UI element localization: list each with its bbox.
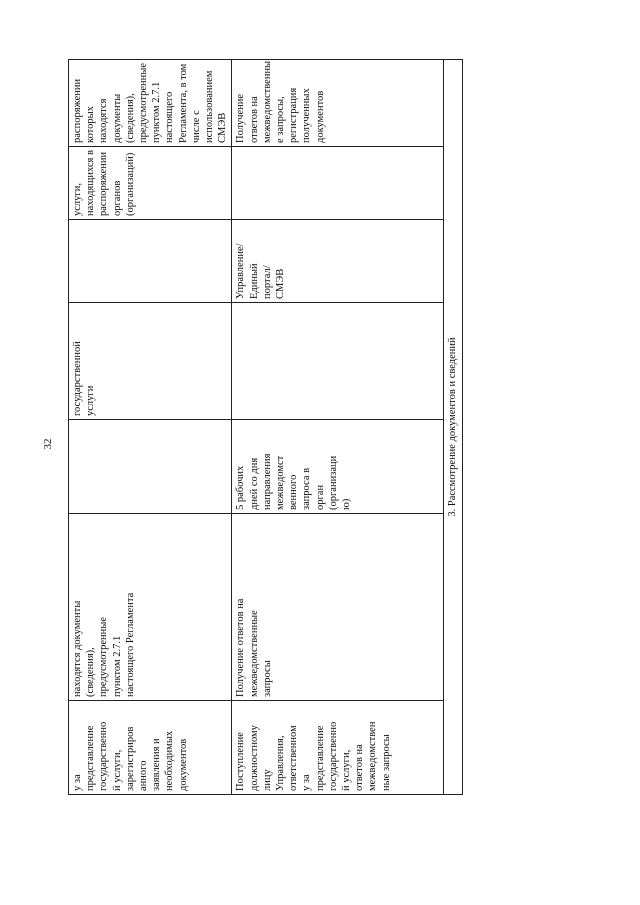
table-cell: государственной услуги [69, 303, 232, 420]
table-cell: распоряжении которых находятся документы (сведения), предусмотренные пунктом 2.7.1 настоящего Регламента, в том числе с использованием СМЭВ [69, 60, 232, 147]
table-cell [69, 420, 232, 514]
page-number: 32 [42, 438, 54, 450]
section-title: 3. Рассмотрение документов и сведений [444, 60, 463, 795]
table-cell [232, 303, 444, 420]
table-cell: Поступление должностному лицу Управления, ответственном у за представление государственно й услуги, ответов на межведомствен ные запросы [232, 701, 444, 795]
table-cell: Управление/ Единый портал/ СМЭВ [232, 220, 444, 303]
rotated-table-container [68, 60, 459, 795]
table-cell: услуги, находящихся в распоряжении органов (организаций) [69, 147, 232, 220]
table-cell [69, 220, 232, 303]
table-row [69, 60, 232, 795]
procedure-table [68, 59, 463, 795]
section-heading-row [444, 60, 463, 795]
table-cell [232, 147, 444, 220]
table-row [232, 60, 444, 795]
table-cell: Получение ответов на межведомственные запросы [232, 514, 444, 701]
table-cell: находятся документы (сведения), предусмотренные пунктом 2.7.1 настоящего Регламента [69, 514, 232, 701]
table-cell: Получение ответов на межведомственны е запросы, регистрация полученных документов [232, 60, 444, 147]
table-cell: 5 рабочих дней со дня направления межведомст венного запроса в орган (организаци ю) [232, 420, 444, 514]
table-cell: у за представление государственно й услуги, зарегистриров анного заявления и необходимых документов [69, 701, 232, 795]
